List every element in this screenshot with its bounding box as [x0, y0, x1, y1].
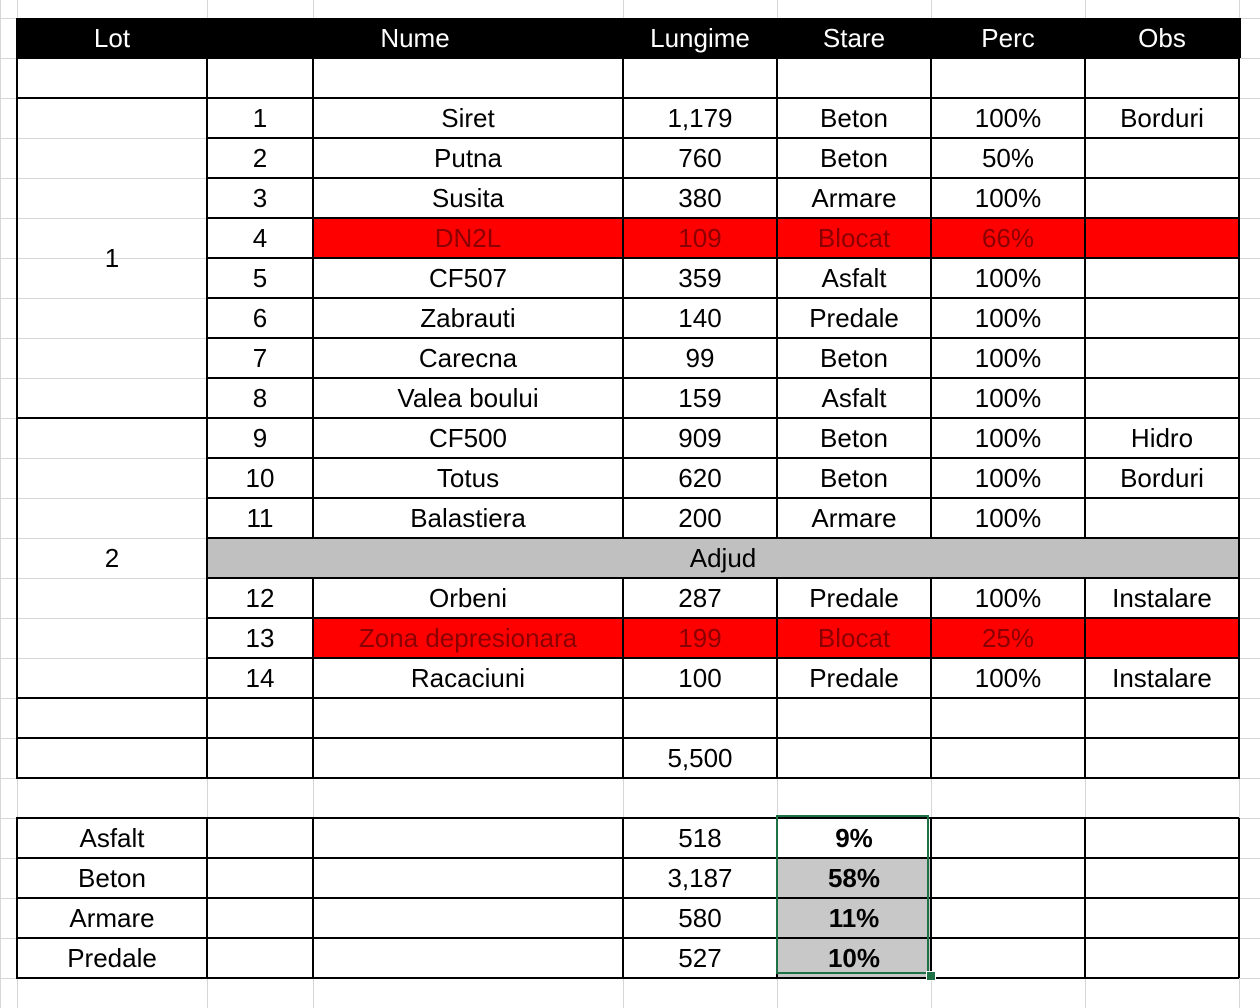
row-number[interactable]: 12 — [245, 583, 275, 613]
road-status[interactable]: Predale — [809, 303, 899, 333]
road-status[interactable]: Beton — [820, 343, 888, 373]
total-length[interactable]: 5,500 — [667, 743, 733, 773]
summary-percent[interactable]: 11% — [828, 903, 880, 933]
summary-label[interactable]: Armare — [69, 903, 155, 933]
road-obs[interactable] — [1085, 258, 1239, 298]
road-percent[interactable]: 100% — [974, 263, 1042, 293]
road-percent[interactable]: 25% — [981, 623, 1035, 653]
road-name[interactable]: DN2L — [434, 223, 502, 253]
road-name[interactable]: Valea boului — [397, 383, 539, 413]
road-length[interactable]: 200 — [678, 503, 722, 533]
road-obs[interactable] — [1085, 618, 1239, 658]
road-length[interactable]: 109 — [678, 223, 722, 253]
road-status[interactable]: Beton — [820, 103, 888, 133]
road-percent[interactable]: 100% — [974, 503, 1042, 533]
table-border — [16, 57, 1239, 59]
road-percent[interactable]: 100% — [974, 663, 1042, 693]
road-status[interactable]: Predale — [809, 583, 899, 613]
road-status[interactable]: Beton — [820, 143, 888, 173]
row-number[interactable]: 11 — [246, 503, 274, 533]
road-percent[interactable]: 100% — [974, 463, 1042, 493]
adjud-label[interactable]: Adjud — [689, 543, 757, 573]
road-status[interactable]: Asfalt — [821, 263, 887, 293]
road-name[interactable]: Orbeni — [428, 583, 508, 613]
summary-border — [1238, 818, 1240, 978]
row-number[interactable]: 1 — [252, 103, 268, 133]
road-length[interactable]: 287 — [678, 583, 722, 613]
header-lot: Lot — [93, 23, 131, 53]
road-name[interactable]: CF500 — [428, 423, 508, 453]
road-name[interactable]: CF507 — [428, 263, 508, 293]
gridline-vertical — [0, 0, 1, 1008]
row-number[interactable]: 2 — [252, 143, 268, 173]
header-nume: Nume — [380, 23, 450, 53]
lot-cell[interactable]: 2 — [104, 543, 120, 573]
road-status[interactable]: Armare — [811, 183, 897, 213]
road-name[interactable]: Zona depresionara — [358, 623, 578, 653]
road-percent[interactable]: 100% — [974, 183, 1042, 213]
header-stare: Stare — [822, 23, 886, 53]
road-length[interactable]: 99 — [685, 343, 715, 373]
road-obs[interactable] — [1085, 378, 1239, 418]
road-obs[interactable] — [1085, 178, 1239, 218]
road-obs[interactable]: Hidro — [1130, 423, 1194, 453]
road-percent[interactable]: 100% — [974, 103, 1042, 133]
summary-border — [312, 818, 314, 978]
road-percent[interactable]: 100% — [974, 383, 1042, 413]
summary-percent[interactable]: 10% — [827, 943, 881, 973]
road-status[interactable]: Blocat — [817, 623, 891, 653]
summary-border — [1084, 818, 1086, 978]
header-perc: Perc — [981, 23, 1035, 53]
row-number[interactable]: 8 — [252, 383, 268, 413]
road-status[interactable]: Predale — [809, 663, 899, 693]
road-name[interactable]: Siret — [441, 103, 495, 133]
summary-length[interactable]: 580 — [678, 903, 722, 933]
row-number[interactable]: 6 — [252, 303, 268, 333]
road-name[interactable]: Susita — [431, 183, 505, 213]
road-status[interactable]: Beton — [820, 423, 888, 453]
row-number[interactable]: 10 — [245, 463, 275, 493]
road-obs[interactable] — [1085, 138, 1239, 178]
row-number[interactable]: 14 — [245, 663, 275, 693]
summary-length[interactable]: 3,187 — [667, 863, 733, 893]
road-status[interactable]: Asfalt — [821, 383, 887, 413]
road-name[interactable]: Zabrauti — [420, 303, 516, 333]
summary-label[interactable]: Beton — [78, 863, 146, 893]
road-length[interactable]: 380 — [678, 183, 722, 213]
road-length[interactable]: 100 — [678, 663, 722, 693]
road-obs[interactable]: Borduri — [1120, 463, 1204, 493]
header-obs: Obs — [1138, 23, 1186, 53]
road-name[interactable]: Racaciuni — [410, 663, 526, 693]
road-obs[interactable]: Instalare — [1112, 663, 1212, 693]
summary-percent[interactable]: 58% — [827, 863, 881, 893]
road-length[interactable]: 159 — [678, 383, 722, 413]
summary-length[interactable]: 518 — [678, 823, 722, 853]
road-percent[interactable]: 50% — [981, 143, 1035, 173]
road-status[interactable]: Beton — [820, 463, 888, 493]
row-number[interactable]: 3 — [252, 183, 268, 213]
header-lungime: Lungime — [650, 23, 750, 53]
road-name[interactable]: Totus — [436, 463, 500, 493]
road-percent[interactable]: 100% — [974, 423, 1042, 453]
road-obs[interactable] — [1085, 218, 1239, 258]
road-length[interactable]: 760 — [678, 143, 722, 173]
road-status[interactable]: Blocat — [817, 223, 891, 253]
road-length[interactable]: 199 — [678, 623, 722, 653]
road-length[interactable]: 909 — [678, 423, 722, 453]
summary-length[interactable]: 527 — [678, 943, 722, 973]
row-number[interactable]: 5 — [252, 263, 268, 293]
fill-handle[interactable] — [926, 971, 936, 981]
road-obs[interactable] — [1085, 498, 1239, 538]
summary-label[interactable]: Predale — [67, 943, 157, 973]
summary-percent[interactable]: 9% — [835, 823, 873, 853]
road-name[interactable]: Carecna — [418, 343, 518, 373]
road-obs[interactable]: Instalare — [1112, 583, 1212, 613]
road-status[interactable]: Armare — [811, 503, 897, 533]
selected-range[interactable] — [776, 815, 929, 974]
road-percent[interactable]: 100% — [974, 303, 1042, 333]
road-length[interactable]: 1,179 — [667, 103, 733, 133]
row-number[interactable]: 13 — [245, 623, 275, 653]
row-number[interactable]: 7 — [252, 343, 268, 373]
road-length[interactable]: 359 — [678, 263, 722, 293]
road-percent[interactable]: 100% — [974, 343, 1042, 373]
road-length[interactable]: 140 — [678, 303, 722, 333]
road-length[interactable]: 620 — [678, 463, 722, 493]
road-percent[interactable]: 100% — [974, 583, 1042, 613]
road-obs[interactable]: Borduri — [1120, 103, 1204, 133]
row-number[interactable]: 9 — [252, 423, 268, 453]
lot-cell[interactable]: 1 — [104, 243, 120, 273]
road-percent[interactable]: 66% — [981, 223, 1035, 253]
road-obs[interactable] — [1085, 298, 1239, 338]
road-name[interactable]: Putna — [434, 143, 502, 173]
road-obs[interactable] — [1085, 338, 1239, 378]
row-number[interactable]: 4 — [252, 223, 268, 253]
summary-label[interactable]: Asfalt — [79, 823, 145, 853]
road-name[interactable]: Balastiera — [410, 503, 526, 533]
